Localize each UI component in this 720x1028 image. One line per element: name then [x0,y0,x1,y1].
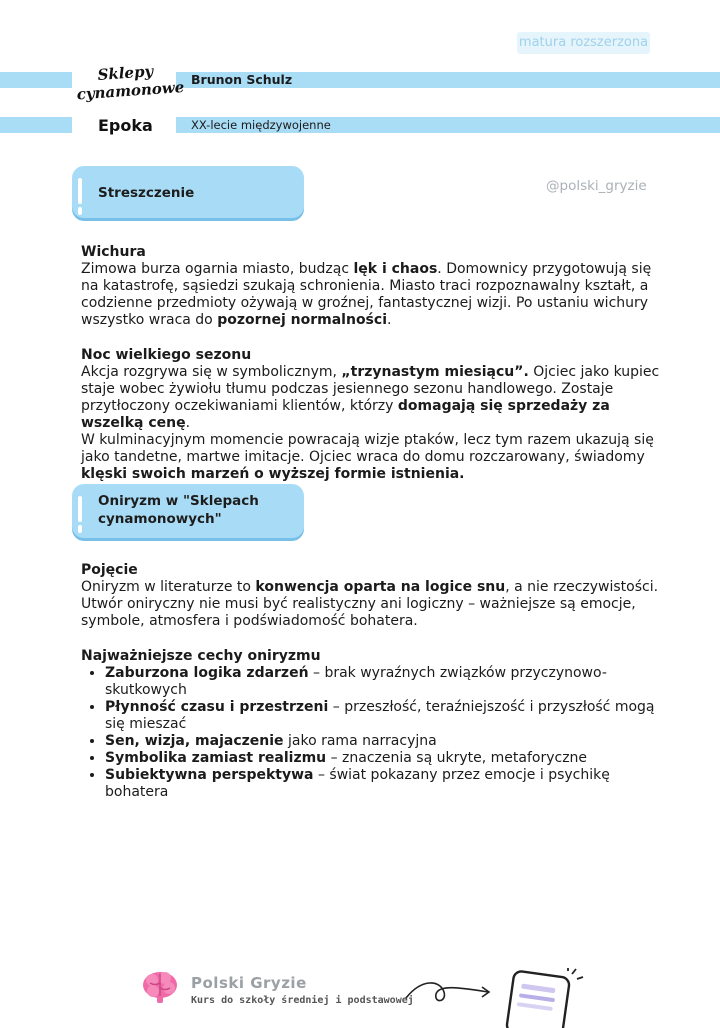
accent-dot [78,525,82,533]
brain-icon [141,970,179,1004]
pojecie-heading: Pojęcie [81,562,138,578]
section-header-oniryzm [72,484,304,538]
pojecie-block [81,562,661,630]
epoch-value: XX-lecie międzywojenne [191,118,331,132]
bold-span: Płynność czasu i przestrzeni [105,699,329,715]
bold-span: domagają się sprzedaży za wszelką cenę [81,398,610,431]
section-title: Oniryzm w "Sklepach cynamonowych" [98,493,259,527]
wichura-text [81,261,661,329]
bold-span: pozornej normalności [217,312,387,328]
text-span: . [185,415,191,431]
cechy-heading: Najważniejsze cechy oniryzmu [81,648,321,664]
section-header-streszczenie [72,166,304,218]
bold-span: „trzynastym miesiącu”. [341,364,529,380]
bold-span: konwencja oparta na logice snu [255,579,506,595]
list-item [105,733,661,750]
accent-dot [78,207,82,215]
bold-span: Subiektywna perspektywa [105,767,314,783]
social-handle: @polski_gryzie [546,178,647,194]
list-item [105,699,661,733]
accent-bar [78,496,82,522]
noc-heading: Noc wielkiego sezonu [81,347,252,363]
text-span: – przeszłość, teraźniejszość i przyszłość mogą się mieszać [105,699,655,732]
author-name: Brunon Schulz [191,72,293,87]
footer-brand: Polski Gryzie [191,974,307,992]
text-span: Zimowa burza ogarnia miasto, budząc [81,261,354,277]
text-span: W kulminacyjnym momencie powracają wizje ptaków, lecz tym razem ukazują się jako tandetne, martwe imitacje. Ojciec wraca do domu rozczarowany, świadomy [81,432,654,465]
bold-span: klęski swoich marzeń o wyższej formie istnienia. [81,466,465,482]
text-span: jako rama narracyjna [283,733,437,749]
footer [0,958,720,1018]
bold-span: Zaburzona logika zdarzeń [105,665,309,681]
text-span: . Domownicy przygotowują się na katastrofę, sąsiedzi szukają schronienia. Miasto traci rozpoznawalny kształt, a codzienne przedmioty ożywają w groźnej, fantastycznej wizji. Po ustaniu wichury wszystko wraca do [81,261,652,328]
wichura-heading: Wichura [81,244,146,260]
pojecie-text [81,579,661,630]
text-span: , a nie rzeczywistości. Utwór oniryczny nie musi być realistyczny ani logiczny – ważniejsze są emocje, symbole, atmosfera i podświadomość bohatera. [81,579,659,629]
cechy-block [81,648,661,801]
title-line-1: Sklepy [96,62,154,84]
text-span: Ojciec jako kupiec staje wobec żywiołu tłumu podczas jesiennego sezonu handlowego. Zostaje przytłoczony oczekiwaniami klientów, którzy [81,364,660,414]
list-item [105,767,661,801]
noc-block [81,347,661,483]
text-span: . [387,312,392,328]
bold-span: Sen, wizja, majaczenie [105,733,284,749]
footer-tagline: Kurs do szkoły średniej i podstawowej [191,995,414,1006]
bold-span: lęk i chaos [353,261,438,277]
text-span: – znaczenia są ukryte, metaforyczne [326,750,588,766]
accent-bar [78,178,82,204]
list-item [105,665,661,699]
wichura-block [81,244,661,329]
level-badge: matura rozszerzona [517,32,650,54]
noc-text [81,364,661,432]
bold-span: Symbolika zamiast realizmu [105,750,327,766]
epoch-label: Epoka [98,116,153,135]
text-span: Oniryzm w literaturze to [81,579,256,595]
noc-text-2 [81,432,661,483]
arrow-icon [404,974,492,1010]
section-title: Streszczenie [98,185,195,201]
handwritten-title [75,61,185,104]
title-line-2: cynamonowe [76,77,185,104]
cechy-list [81,665,661,801]
list-item [105,750,661,767]
text-span: – świat pokazany przez emocje i psychikę bohatera [105,767,610,800]
text-span: Akcja rozgrywa się w symbolicznym, [81,364,342,380]
text-span: – brak wyraźnych związków przyczynowo-skutkowych [105,665,607,698]
phone-icon [504,968,584,1028]
